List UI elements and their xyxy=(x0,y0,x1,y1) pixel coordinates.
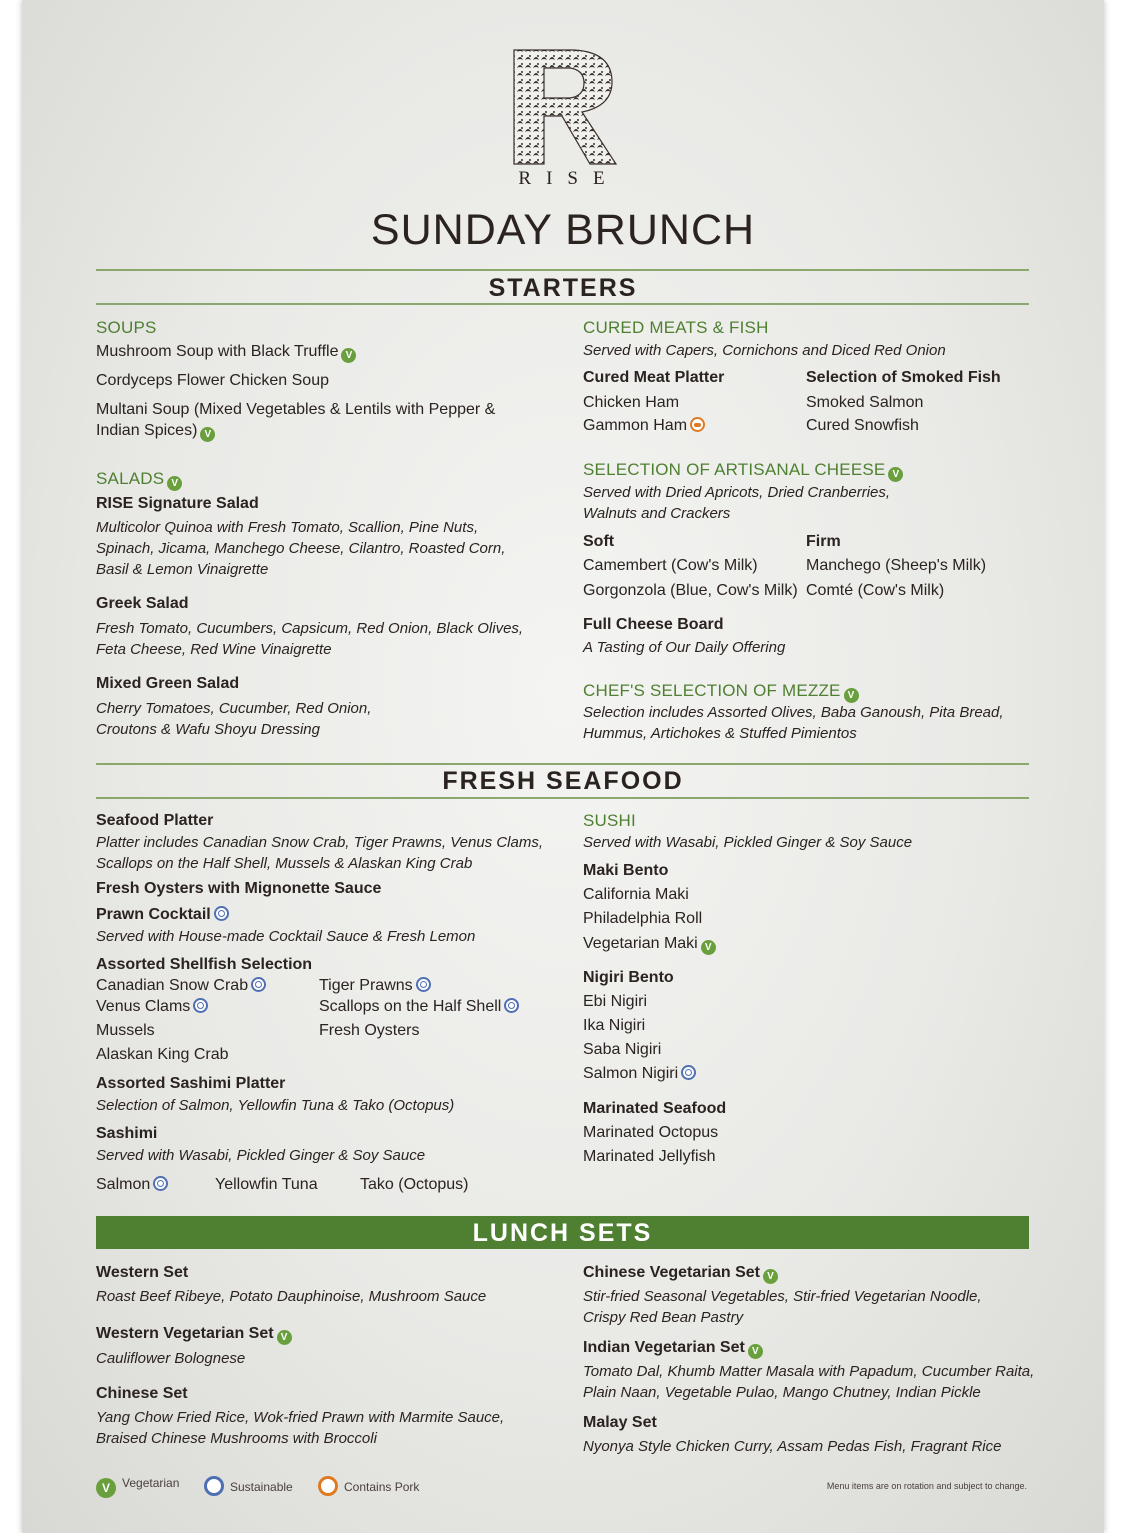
vegetarian-icon: V xyxy=(96,1478,116,1498)
menu-item: Yellowfin Tuna xyxy=(215,1176,318,1193)
legend-pork: Contains Pork xyxy=(318,1476,419,1496)
divider xyxy=(96,303,1029,305)
cured-description: Served with Capers, Cornichons and Diced Red Onion xyxy=(583,342,946,359)
cheese-heading: SELECTION OF ARTISANAL CHEESE V xyxy=(583,460,903,482)
dish-title: Cured Meat Platter xyxy=(583,369,725,386)
dish-title: Maki Bento xyxy=(583,862,669,879)
sustainable-icon xyxy=(204,1476,224,1496)
menu-item: Indian Spices) V xyxy=(96,422,215,442)
soups-heading: SOUPS xyxy=(96,318,157,337)
pork-icon xyxy=(690,417,705,432)
dish-description: Roast Beef Ribeye, Potato Dauphinoise, Mushroom Sauce xyxy=(96,1288,487,1305)
menu-item: Salmon xyxy=(96,1176,168,1194)
dish-title: Full Cheese Board xyxy=(583,616,724,633)
cured-heading: CURED MEATS & FISH xyxy=(583,318,769,337)
vegetarian-icon: V xyxy=(763,1269,778,1284)
menu-item: Scallops on the Half Shell xyxy=(319,998,519,1016)
menu-item: Ika Nigiri xyxy=(583,1017,646,1034)
pork-icon xyxy=(318,1476,338,1496)
dish-title: Assorted Sashimi Platter xyxy=(96,1075,286,1092)
section-title-seafood: FRESH SEAFOOD xyxy=(442,767,684,795)
mezze-description: Selection includes Assorted Olives, Baba Ganoush, Pita Bread, Hummus, Artichokes & Stuffed Pimientos xyxy=(583,704,1004,742)
leafy-r-icon xyxy=(508,46,620,168)
sustainable-icon xyxy=(214,906,229,921)
menu-item: Venus Clams xyxy=(96,998,208,1016)
menu-item: Marinated Jellyfish xyxy=(583,1148,716,1165)
dish-description: Fresh Tomato, Cucumbers, Capsicum, Red Onion, Black Olives, Feta Cheese, Red Wine Vinaigrette xyxy=(96,620,524,658)
logo-wordmark: RISE xyxy=(518,168,620,189)
sushi-description: Served with Wasabi, Pickled Ginger & Soy Sauce xyxy=(583,834,913,851)
vegetarian-icon: V xyxy=(341,348,356,363)
dish-title: Marinated Seafood xyxy=(583,1100,727,1117)
menu-item: Mushroom Soup with Black Truffle V xyxy=(96,343,356,363)
sustainable-icon xyxy=(504,998,519,1013)
menu-item: Saba Nigiri xyxy=(583,1041,662,1058)
dish-title: Western Set xyxy=(96,1264,189,1281)
divider xyxy=(96,763,1029,765)
divider xyxy=(96,269,1029,271)
dish-description: Tomato Dal, Khumb Matter Masala with Papadum, Cucumber Raita, Plain Naan, Vegetable Pulao, Mango Chutney, Indian Pickle xyxy=(583,1363,1035,1401)
menu-item: California Maki xyxy=(583,886,689,903)
menu-item: Ebi Nigiri xyxy=(583,993,648,1010)
sustainable-icon xyxy=(681,1065,696,1080)
dish-description: Yang Chow Fried Rice, Wok-fried Prawn with Marmite Sauce, Braised Chinese Mushrooms with Broccoli xyxy=(96,1409,505,1447)
dish-description: Served with House-made Cocktail Sauce & Fresh Lemon xyxy=(96,928,476,945)
dish-description: Multicolor Quinoa with Fresh Tomato, Scallion, Pine Nuts, Spinach, Jicama, Manchego Cheese, Cilantro, Roasted Corn, Basil & Lemon Vinaigrette xyxy=(96,519,506,578)
legend-sustainable: Sustainable xyxy=(204,1476,293,1496)
menu-item: Smoked Salmon xyxy=(806,394,924,411)
menu-item: Vegetarian Maki V xyxy=(583,935,716,955)
dish-title: Chinese Set xyxy=(96,1385,188,1402)
dish-title: Sashimi xyxy=(96,1125,158,1142)
menu-item: Alaskan King Crab xyxy=(96,1046,229,1063)
dish-description: Selection of Salmon, Yellowfin Tuna & Tako (Octopus) xyxy=(96,1097,455,1114)
dish-title: Seafood Platter xyxy=(96,812,214,829)
vegetarian-icon: V xyxy=(277,1330,292,1345)
rise-logo xyxy=(508,46,620,190)
page-title: SUNDAY BRUNCH xyxy=(370,206,756,254)
menu-item: Canadian Snow Crab xyxy=(96,977,266,995)
dish-title: Firm xyxy=(806,533,841,550)
menu-item: Camembert (Cow's Milk) xyxy=(583,557,758,574)
menu-item: Cured Snowfish xyxy=(806,417,919,434)
menu-item: Multani Soup (Mixed Vegetables & Lentils with Pepper & xyxy=(96,401,496,418)
menu-item: Comté (Cow's Milk) xyxy=(806,582,945,599)
menu-item: Mussels xyxy=(96,1022,155,1039)
menu-item: Manchego (Sheep's Milk) xyxy=(806,557,987,574)
section-title-lunch: LUNCH SETS xyxy=(472,1219,653,1247)
divider xyxy=(96,797,1029,799)
vegetarian-icon: V xyxy=(844,688,859,703)
dish-title: Indian Vegetarian Set V xyxy=(583,1339,763,1359)
menu-item: Marinated Octopus xyxy=(583,1124,719,1141)
menu-item: Gammon Ham xyxy=(583,417,705,435)
sustainable-icon xyxy=(416,977,431,992)
dish-title: Prawn Cocktail xyxy=(96,906,229,924)
vegetarian-icon: V xyxy=(888,467,903,482)
rotation-note: Menu items are on rotation and subject to change. xyxy=(826,1481,1027,1491)
dish-description: Stir-fried Seasonal Vegetables, Stir-fried Vegetarian Noodle, Crispy Red Bean Pastry xyxy=(583,1288,982,1326)
dish-title: Fresh Oysters with Mignonette Sauce xyxy=(96,880,382,897)
mezze-heading: CHEF'S SELECTION OF MEZZE V xyxy=(583,681,859,703)
dish-description: Platter includes Canadian Snow Crab, Tiger Prawns, Venus Clams, Scallops on the Half Shell, Mussels & Alaskan King Crab xyxy=(96,834,544,872)
cheese-description: Served with Dried Apricots, Dried Cranberries, Walnuts and Crackers xyxy=(583,484,891,522)
dish-title: Soft xyxy=(583,533,615,550)
vegetarian-icon: V xyxy=(748,1344,763,1359)
sustainable-icon xyxy=(193,998,208,1013)
dish-description: Cauliflower Bolognese xyxy=(96,1350,246,1367)
section-title-starters: STARTERS xyxy=(488,274,638,302)
dish-title: Selection of Smoked Fish xyxy=(806,369,1001,386)
dish-description: A Tasting of Our Daily Offering xyxy=(583,639,786,656)
menu-item: Gorgonzola (Blue, Cow's Milk) xyxy=(583,582,798,599)
dish-title: Greek Salad xyxy=(96,595,189,612)
menu-item: Chicken Ham xyxy=(583,394,680,411)
menu-page xyxy=(22,0,1104,1533)
menu-item: Salmon Nigiri xyxy=(583,1065,696,1083)
sustainable-icon xyxy=(153,1176,168,1191)
dish-title: Mixed Green Salad xyxy=(96,675,240,692)
dish-title: Malay Set xyxy=(583,1414,657,1431)
dish-description: Served with Wasabi, Pickled Ginger & Soy Sauce xyxy=(96,1147,426,1164)
dish-description: Cherry Tomatoes, Cucumber, Red Onion, Croutons & Wafu Shoyu Dressing xyxy=(96,700,372,738)
menu-item: Tiger Prawns xyxy=(319,977,431,995)
menu-item: Philadelphia Roll xyxy=(583,910,703,927)
menu-item: Fresh Oysters xyxy=(319,1022,420,1039)
menu-item: Cordyceps Flower Chicken Soup xyxy=(96,372,329,389)
vegetarian-icon: V xyxy=(701,940,716,955)
legend-vegetarian: V Vegetarian xyxy=(96,1476,179,1498)
salads-heading: SALADS V xyxy=(96,469,182,491)
dish-description: Nyonya Style Chicken Curry, Assam Pedas Fish, Fragrant Rice xyxy=(583,1438,1002,1455)
lunch-sets-band xyxy=(96,1216,1029,1249)
dish-title: RISE Signature Salad xyxy=(96,495,259,512)
dish-title: Nigiri Bento xyxy=(583,969,674,986)
sustainable-icon xyxy=(251,977,266,992)
dish-title: Chinese Vegetarian Set V xyxy=(583,1264,778,1284)
menu-item: Tako (Octopus) xyxy=(360,1176,469,1193)
dish-title: Western Vegetarian Set V xyxy=(96,1325,292,1345)
sushi-heading: SUSHI xyxy=(583,811,636,830)
vegetarian-icon: V xyxy=(200,427,215,442)
dish-title: Assorted Shellfish Selection xyxy=(96,956,313,973)
vegetarian-icon: V xyxy=(167,476,182,491)
